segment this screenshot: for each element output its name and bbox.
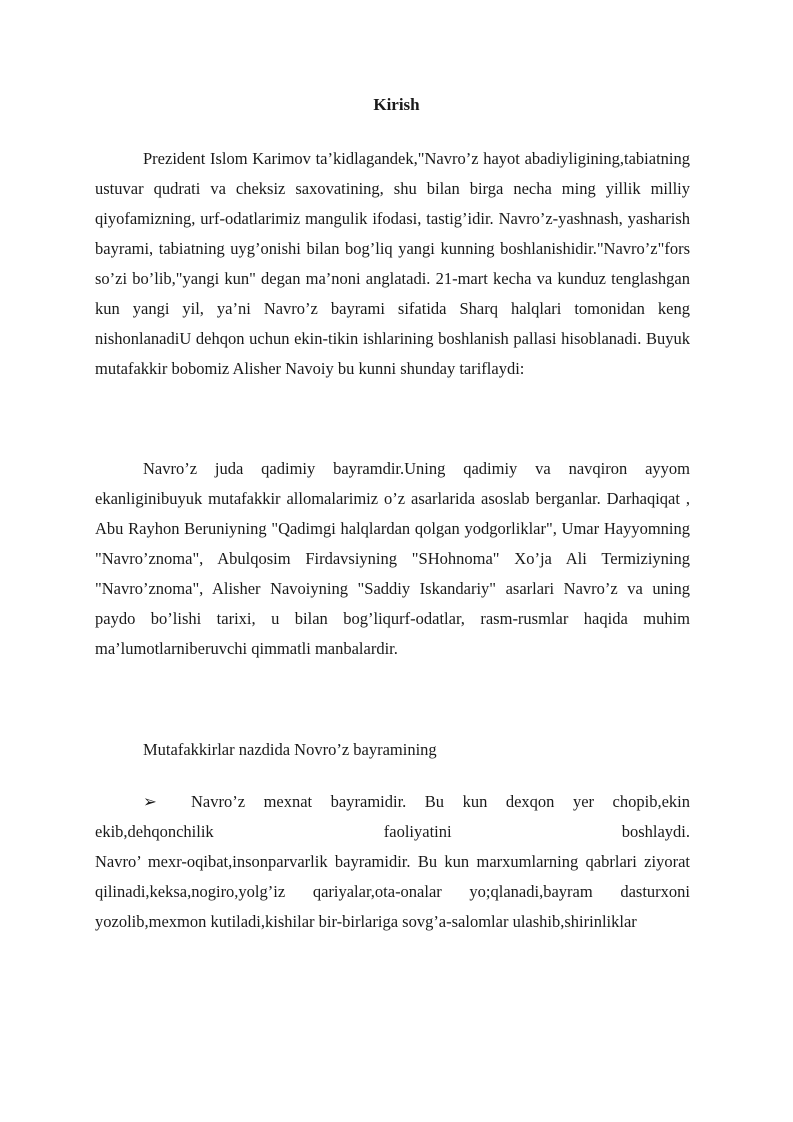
paragraph-intro: Prezident Islom Karimov ta’kidlagandek,"Navro’z hayot abadiyligining,tabiatning ustuvar qudrati va cheksiz saxovatining, shu bilan birga necha ming yillik milliy qiyofamizning, urf-odatlarimiz mangulik ifodasi, tastig’idir. Navro’z-yashnash, yasharish bayrami, tabiatning uyg’onishi bilan bog’liq yangi kunning boshlanishidir."Navro’z"fors so’zi bo’lib,"yangi kun" degan ma’noni anglatadi. 21-mart kecha va kunduz tenglashgan kun yangi yil, ya’ni Navro’z bayrami sifatida Sharq halqlari tomonidan keng nishonlanadiU dehqon uchun ekin-tikin ishlarining boshlanish pallasi hisoblanadi. Buyuk mutafakkir bobomiz Alisher Navoiy bu kunni shunday tariflaydi: — [95, 149, 690, 378]
bullet-continuation: Navro’ mexr-oqibat,insonparvarlik bayramidir. Bu kun marxumlarning qabrlari ziyorat qilinadi,keksa,nogiro,yolg’iz qariyalar,ota-onalar yo;qlanadi,bayram dasturxoni yozolib,mexmon kutiladi,kishilar bir-birlariga sovg’a-salomlar ulashib,shirinliklar — [95, 852, 690, 931]
bullet-first-line — [95, 787, 690, 847]
page-title: Kirish — [373, 95, 420, 114]
paragraph-history: Navro’z juda qadimiy bayramdir.Uning qadimiy va navqiron ayyom ekanliginibuyuk mutafakkir allomalarimiz o’z asarlarida asoslab berganlar. Darhaqiqat , Abu Rayhon Beruniyning "Qadimgi halqlardan qolgan yodgorliklar", Umar Hayyomning "Navro’znoma", Abulqosim Firdavsiyning "SHohnoma" Xo’ja Ali Termiziyning "Navro’znoma", Alisher Navoiyning "Saddiy Iskandariy" asarlari Navro’z va uning paydo bo’lishi tarixi, u bilan bog’liqurf-odatlar, rasm-rusmlar haqida muhim ma’lumotlarniberuvchi qimmatli manbalardir. — [95, 459, 690, 658]
bullet-first-text: Navro’z mexnat bayramidir. Bu kun dexqon yer chopib,ekin ekib,dehqonchilik faoliyatini boshlaydi. — [95, 792, 690, 841]
arrow-bullet-icon: ➢ — [143, 792, 157, 811]
bullet-item — [95, 787, 690, 937]
paragraph-thinkers: Mutafakkirlar nazdida Novro’z bayramining — [143, 740, 437, 759]
